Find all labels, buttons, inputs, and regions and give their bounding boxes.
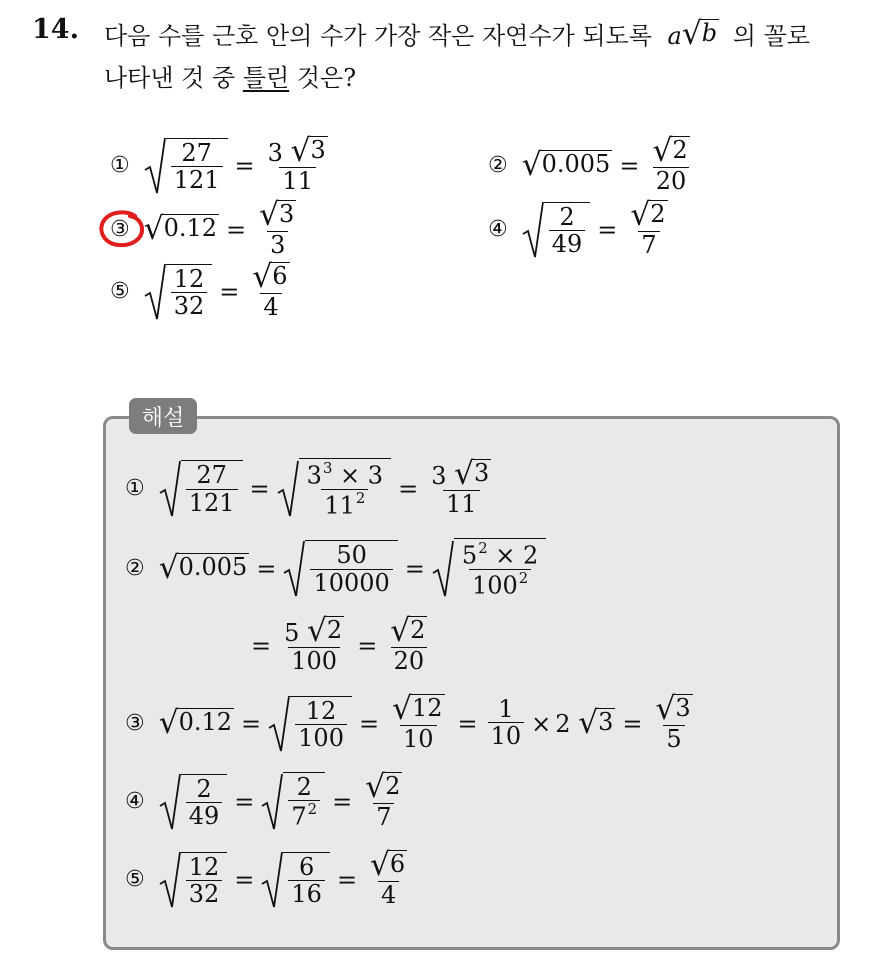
- solution-step-5: ⑤ $\frac{12}{32}$ = $\frac{6}{16}$ = √ 6 4: [125, 847, 406, 910]
- sqrt-b: √ b: [681, 16, 718, 52]
- choice-3[interactable]: ③ √ 0.12 = √ 3 3: [110, 197, 295, 260]
- question-line-2: [104, 58, 356, 93]
- choice-4[interactable]: ④ $\frac{2}{49}$ = √ 2 7: [488, 197, 666, 260]
- choice-marker-2: ②: [488, 153, 508, 179]
- choice-2[interactable]: ② √ 0.005 = √ 2 20: [488, 133, 688, 196]
- question-text-2: 나타낸 것 중: [104, 64, 236, 92]
- choice-marker-5: ⑤: [110, 279, 130, 305]
- solution-step-1: ① $\frac{27}{121}$ = $\frac{3^3 \times 3}{11^2}$ = 3 √ 3 11: [125, 455, 490, 519]
- question-number: 14.: [32, 14, 79, 45]
- choice-marker-1: ①: [110, 153, 130, 179]
- question-text-3: 것은?: [296, 64, 357, 92]
- var-a: a: [667, 22, 682, 50]
- choice-marker-3: ③: [110, 217, 130, 243]
- sqrt-fraction: $\frac{27}{121}$: [144, 137, 228, 195]
- question-text: 다음 수를 근호 안의 수가 가장 작은 자연수가 되도록: [104, 22, 652, 50]
- question-text-end: 의 꼴로: [732, 22, 810, 50]
- solution-step-4: ④ $\frac{2}{49}$ = $\frac{2}{7^2}$ = √ 2 7: [125, 769, 401, 832]
- choice-1[interactable]: ① $\frac{27}{121}$ = 3 √ 3 11: [110, 133, 326, 196]
- solution-step-2b: = 5 √ 2 100 = √ 2 20: [251, 613, 426, 676]
- solution-step-3: ③ √ 0.12 = $\frac{12}{100}$ = √ 12 10 = $\frac{1}{10}$ × 2 √ 3 = √ 3 5: [125, 691, 691, 754]
- solution-step-2: ② √ 0.005 = $\frac{50}{10000}$ = $\frac{5^2 \times 2}{100^2}$: [125, 538, 546, 600]
- choice-5[interactable]: ⑤ $\frac{12}{32}$ = √ 6 4: [110, 259, 288, 322]
- choice-marker-4: ④: [488, 217, 508, 243]
- question-line-1: [104, 16, 810, 51]
- solution-label: 해설: [129, 398, 197, 434]
- underlined-word: 틀린: [242, 64, 290, 92]
